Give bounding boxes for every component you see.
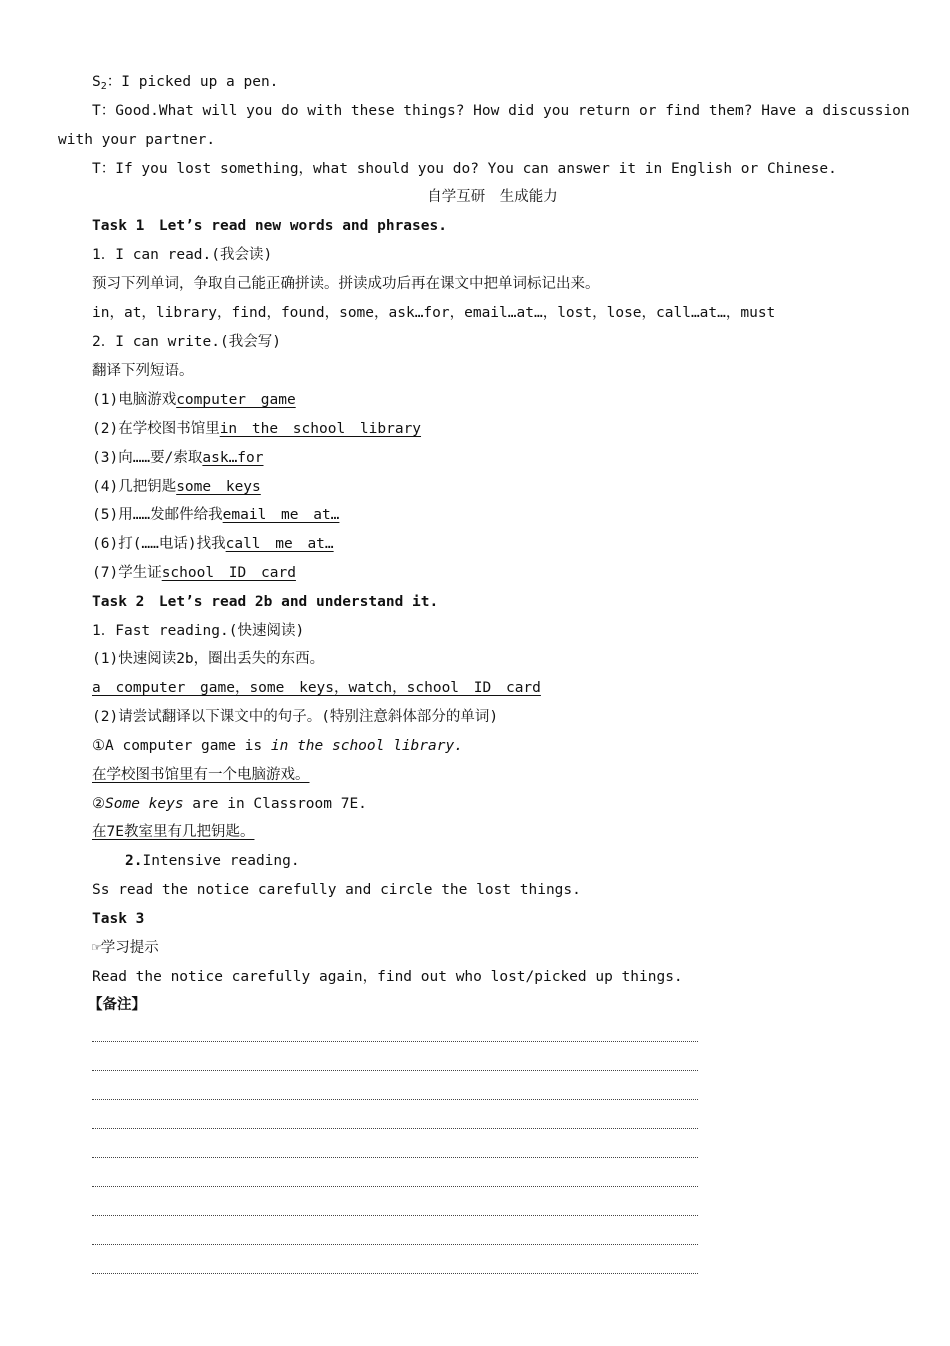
- task2-intensive-heading: [125, 850, 300, 872]
- task3-title: Task 3: [92, 911, 145, 927]
- phrase-answer: some keys: [176, 479, 261, 495]
- task1-title: Task 1 Let’s read new words and phrases.: [92, 218, 447, 234]
- phrase-item: [92, 562, 296, 584]
- s2-label: S: [92, 74, 101, 90]
- sentence-2: [92, 793, 367, 815]
- notes-writing-area[interactable]: [92, 1041, 698, 1302]
- phrase-answer: call me at…: [225, 536, 334, 552]
- task2-intensive-instruction: Ss read the notice carefully and circle the lost things.: [92, 882, 581, 898]
- phrase-prompt: (7)学生证: [92, 565, 162, 581]
- intensive-text: Intensive reading.: [142, 853, 300, 869]
- note-line: [92, 1244, 698, 1245]
- fast-answer: a computer game，some keys，watch，school ID card: [92, 680, 541, 696]
- section-title: 自学互研 生成能力: [427, 189, 558, 205]
- task2-fast-q1: (1)快速阅读2b，圈出丢失的东西。: [92, 651, 325, 667]
- phrase-prompt: (3)向……要/索取: [92, 450, 203, 466]
- dialogue-t1-line2: with your partner.: [58, 132, 216, 148]
- task2-title: Task 2 Let’s read 2b and understand it.: [92, 594, 439, 610]
- phrase-prompt: (5)用……发邮件给我: [92, 507, 223, 523]
- task2-fast-q2: (2)请尝试翻译以下课文中的句子。(特别注意斜体部分的单词): [92, 709, 499, 725]
- phrase-prompt: (4)几把钥匙: [92, 479, 177, 495]
- sentence-1-translation: 在学校图书馆里有一个电脑游戏。: [92, 767, 310, 783]
- note-line: [92, 1215, 698, 1216]
- phrase-item: [92, 533, 334, 555]
- notes-label: 【备注】: [88, 997, 146, 1013]
- task2-fast-a1: [92, 677, 541, 699]
- note-line: [92, 1041, 698, 1042]
- task3-tip: [92, 937, 159, 959]
- dialogue-t1-line1: T：Good.What will you do with these things? How did you return or find them? Have a discussion: [92, 103, 910, 119]
- note-line: [92, 1070, 698, 1071]
- sentence-2-prefix: ②: [92, 796, 105, 812]
- phrase-item: [92, 504, 339, 526]
- phrase-item: [92, 418, 421, 440]
- task1-word-list: in，at，library，find，found，some，ask…for，email…at…，lost，lose，call…at…，must: [92, 305, 776, 321]
- sentence-1-answer: [92, 764, 310, 786]
- task1-write-heading: 2．I can write.(我会写): [92, 334, 281, 350]
- sentence-2-italic: Some keys: [105, 796, 184, 812]
- s2-subscript: 2: [100, 81, 107, 92]
- task1-read-instruction: 预习下列单词，争取自己能正确拼读。拼读成功后再在课文中把单词标记出来。: [92, 276, 600, 292]
- sentence-1: [92, 735, 463, 757]
- s2-text: ：I picked up a pen.: [106, 74, 279, 90]
- phrase-item: [92, 389, 296, 411]
- sentence-1-prefix: ①A computer game is: [92, 738, 271, 754]
- note-line: [92, 1273, 698, 1274]
- task1-write-instruction: 翻译下列短语。: [92, 363, 194, 379]
- dialogue-s2-line: [92, 71, 278, 93]
- task3-tip-text: Read the notice carefully again，find out who lost/picked up things.: [92, 969, 683, 985]
- phrase-answer: email me at…: [222, 507, 340, 523]
- phrase-prompt: (6)打(……电话)找我: [92, 536, 226, 552]
- pointing-hand-icon: ☞学习提示: [92, 940, 159, 956]
- dialogue-t2-line: T：If you lost something，what should you do? You can answer it in English or Chinese.: [92, 161, 837, 177]
- phrase-item: [92, 447, 264, 469]
- phrase-prompt: (1)电脑游戏: [92, 392, 177, 408]
- sentence-2-translation: 在7E教室里有几把钥匙。: [92, 824, 255, 840]
- note-line: [92, 1128, 698, 1129]
- task1-read-heading: 1．I can read.(我会读): [92, 247, 273, 263]
- phrase-answer: in the school library: [219, 421, 422, 437]
- phrase-answer: ask…for: [202, 450, 264, 466]
- note-line: [92, 1186, 698, 1187]
- note-line: [92, 1099, 698, 1100]
- note-line: [92, 1157, 698, 1158]
- task2-fast-heading: 1．Fast reading.(快速阅读): [92, 623, 305, 639]
- phrase-item: [92, 476, 261, 498]
- sentence-2-answer: [92, 821, 254, 843]
- sentence-2-rest: are in Classroom 7E.: [183, 796, 367, 812]
- phrase-answer: computer game: [176, 392, 296, 408]
- phrase-answer: school ID card: [161, 565, 296, 581]
- sentence-1-italic: in the school library.: [270, 738, 463, 754]
- phrase-prompt: (2)在学校图书馆里: [92, 421, 220, 437]
- intensive-number: 2.: [125, 853, 143, 869]
